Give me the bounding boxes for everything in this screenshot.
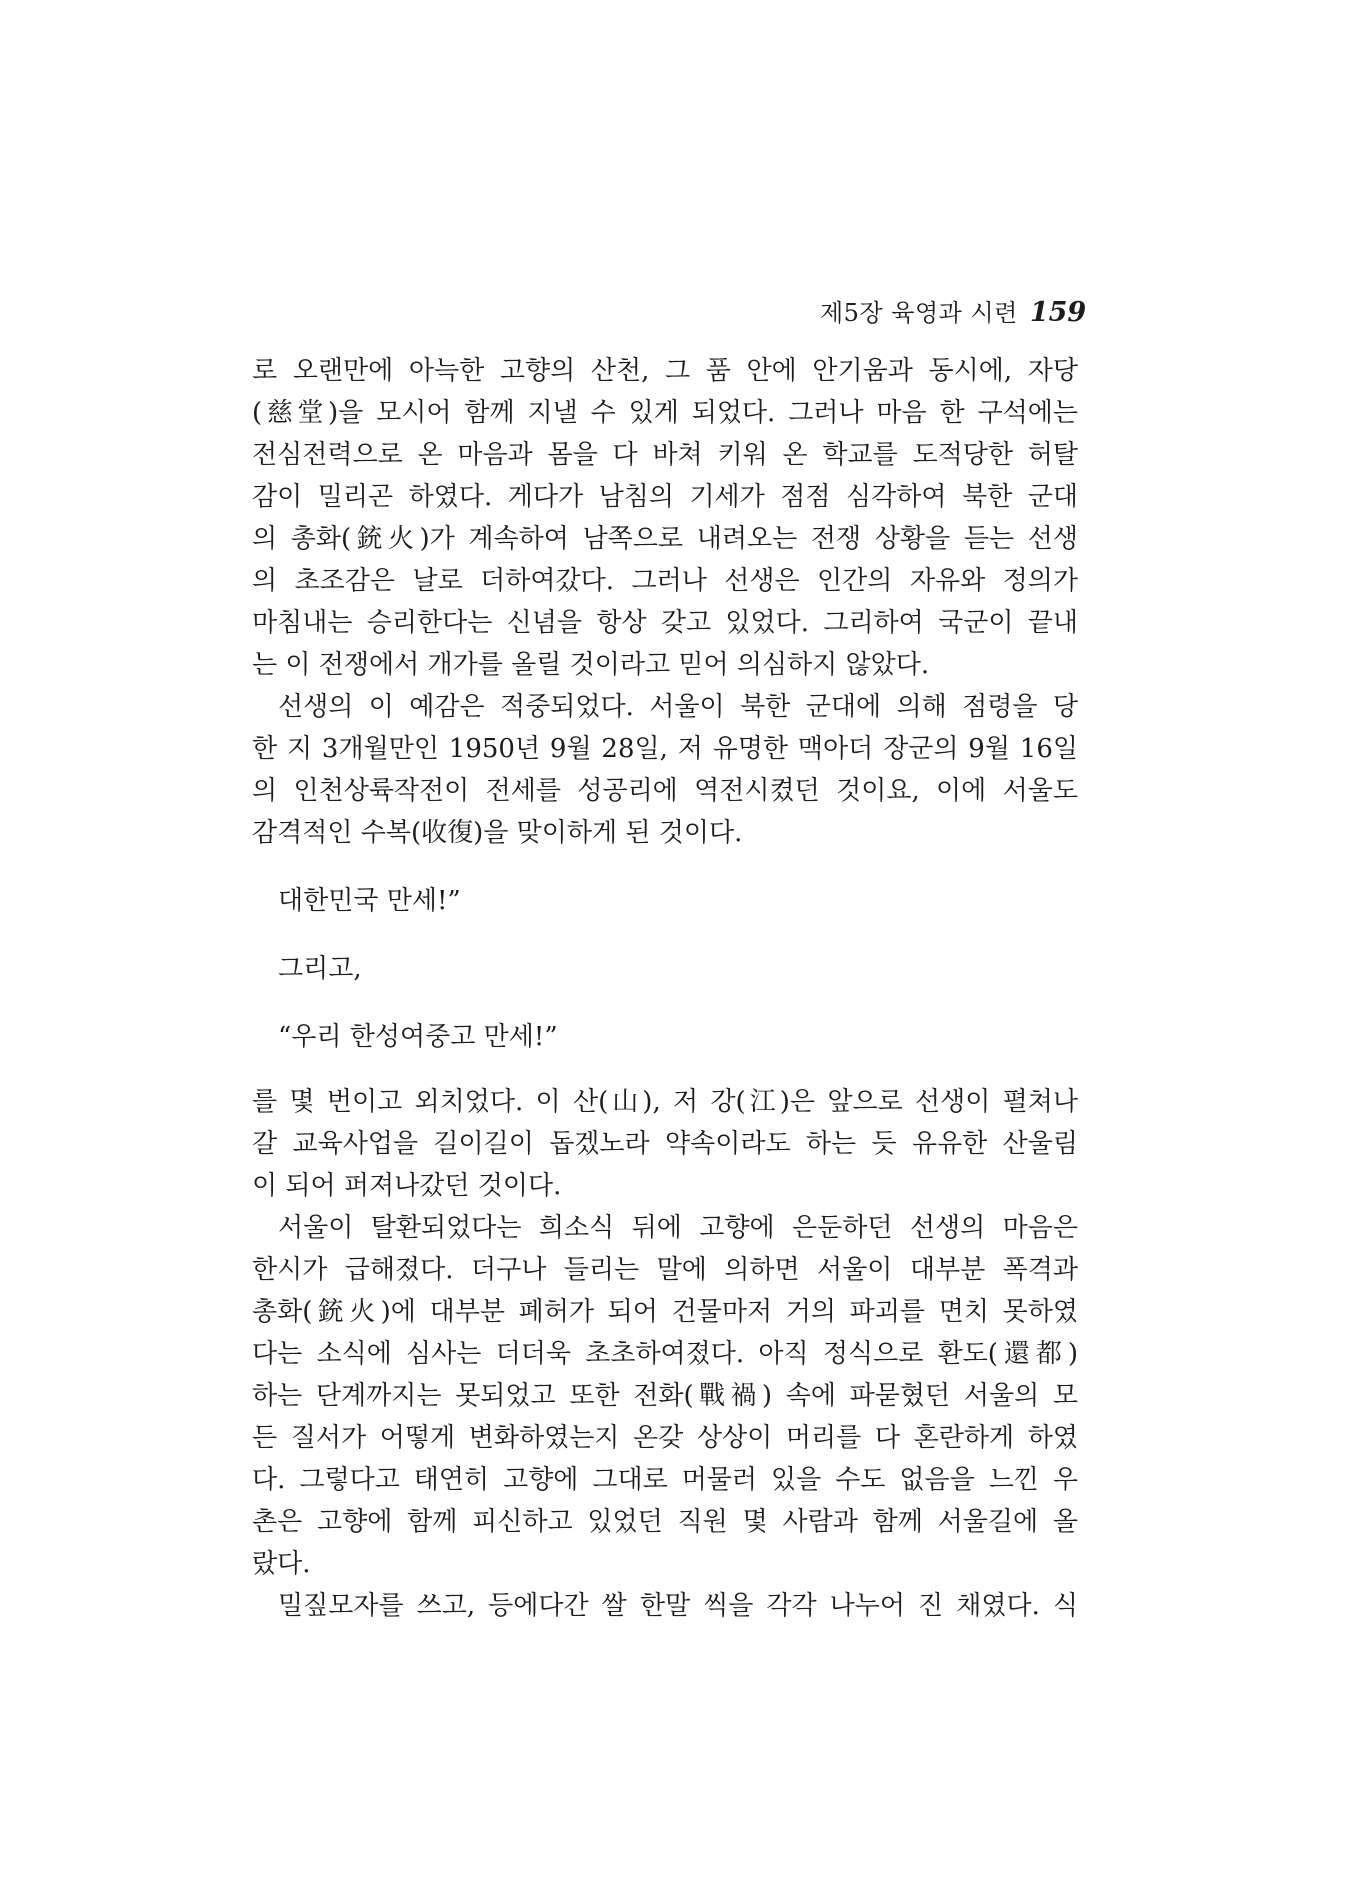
paragraph-4 xyxy=(252,1207,1078,1585)
text-line: 하는 단계까지는 못되었고 또한 전화(戰禍) 속에 파묻혔던 서울의 모 xyxy=(252,1381,1078,1411)
paragraph-2 xyxy=(252,686,1078,854)
text-line: 밀짚모자를 쓰고, 등에다간 쌀 한말 씩을 각각 나누어 진 채였다. 식 xyxy=(278,1591,1078,1621)
text-line: 의 총화(銃火)가 계속하여 남쪽으로 내려오는 전쟁 상황을 듣는 선생 xyxy=(252,524,1078,554)
spacer xyxy=(252,1058,1078,1081)
quote-line: “우리 한성여중고 만세!” xyxy=(278,1022,558,1052)
paragraph-5 xyxy=(252,1585,1078,1627)
text-line: 의 인천상륙작전이 전세를 성공리에 역전시켰던 것이요, 이에 서울도 xyxy=(252,776,1078,806)
spacer xyxy=(252,854,1078,880)
text-line: 한시가 급해졌다. 더구나 들리는 말에 의하면 서울이 대부분 폭격과 xyxy=(252,1255,1078,1285)
body-text xyxy=(252,350,1078,1627)
text-line: 마침내는 승리한다는 신념을 항상 갖고 있었다. 그리하여 국군이 끝내 xyxy=(252,608,1078,638)
running-head xyxy=(820,293,1087,333)
text-line: 선생의 이 예감은 적중되었다. 서울이 북한 군대에 의해 점령을 당 xyxy=(278,692,1078,722)
text-line: 감격적인 수복(收復)을 맞이하게 된 것이다. xyxy=(252,818,743,848)
text-line: 한 지 3개월만인 1950년 9월 28일, 저 유명한 맥아더 장군의 9월 16일 xyxy=(252,734,1078,764)
text-line: 전심전력으로 온 마음과 몸을 다 바쳐 키워 온 학교를 도적당한 허탈 xyxy=(252,440,1078,470)
paragraph-3 xyxy=(252,1081,1078,1207)
text-line: 로 오랜만에 아늑한 고향의 산천, 그 품 안에 안기움과 동시에, 자당 xyxy=(252,356,1078,386)
page-number: 159 xyxy=(1029,297,1087,328)
quote-line: 그리고, xyxy=(278,954,362,984)
text-line: 총화(銃火)에 대부분 폐허가 되어 건물마저 거의 파괴를 면치 못하였 xyxy=(252,1297,1078,1327)
text-line: 랐다. xyxy=(252,1549,311,1579)
text-line: 감이 밀리곤 하였다. 게다가 남침의 기세가 점점 심각하여 북한 군대 xyxy=(252,482,1078,512)
text-line: 이 되어 퍼져나갔던 것이다. xyxy=(252,1171,562,1201)
text-line: 다는 소식에 심사는 더더욱 초초하여졌다. 아직 정식으로 환도(還都) xyxy=(252,1339,1078,1369)
text-line: 갈 교육사업을 길이길이 돕겠노라 약속이라도 하는 듯 유유한 산울림 xyxy=(252,1129,1078,1159)
text-line: 서울이 탈환되었다는 희소식 뒤에 고향에 은둔하던 선생의 마음은 xyxy=(278,1213,1078,1243)
text-line: 를 몇 번이고 외치었다. 이 산(山), 저 강(江)은 앞으로 선생이 펼쳐나 xyxy=(252,1087,1078,1117)
text-line: 다. 그렇다고 태연히 고향에 그대로 머물러 있을 수도 없음을 느낀 우 xyxy=(252,1465,1078,1495)
spacer xyxy=(252,990,1078,1016)
text-line: 든 질서가 어떻게 변화하였는지 온갖 상상이 머리를 다 혼란하게 하였 xyxy=(252,1423,1078,1453)
paragraph-1 xyxy=(252,350,1078,686)
chapter-title: 제5장 육영과 시련 xyxy=(820,299,1018,327)
quote-line: 대한민국 만세!” xyxy=(278,886,461,916)
spacer xyxy=(252,922,1078,948)
text-line: (慈堂)을 모시어 함께 지낼 수 있게 되었다. 그러나 마음 한 구석에는 xyxy=(252,398,1078,428)
text-line: 의 초조감은 날로 더하여갔다. 그러나 선생은 인간의 자유와 정의가 xyxy=(252,566,1078,596)
text-line: 촌은 고향에 함께 피신하고 있었던 직원 몇 사람과 함께 서울길에 올 xyxy=(252,1507,1078,1537)
text-line: 는 이 전쟁에서 개가를 올릴 것이라고 믿어 의심하지 않았다. xyxy=(252,650,930,680)
